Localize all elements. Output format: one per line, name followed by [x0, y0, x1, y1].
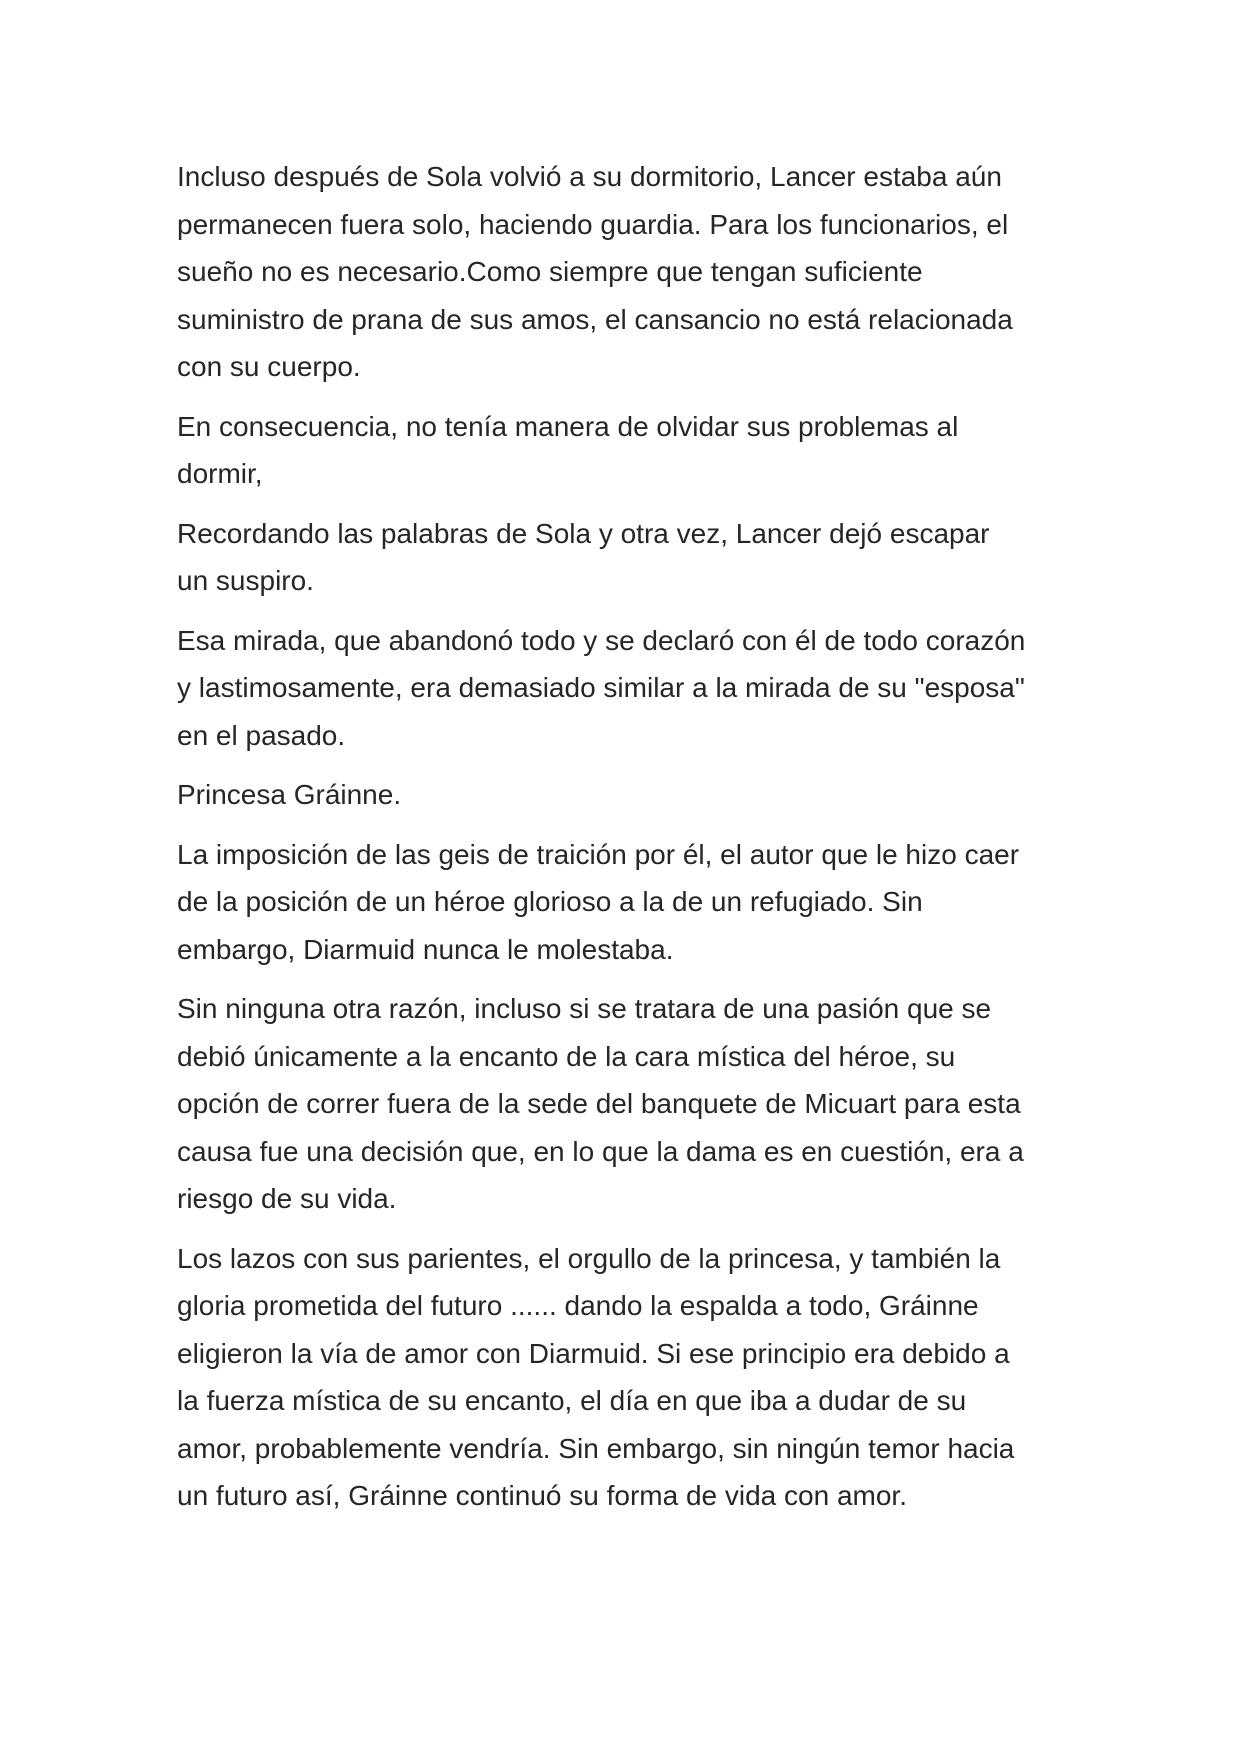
text-line: un suspiro. [177, 565, 314, 596]
text-line: gloria prometida del futuro ...... dando la espalda a todo, Gráinne [177, 1290, 979, 1321]
text-line: suministro de prana de sus amos, el cansancio no está relacionada [177, 303, 1013, 335]
text-line: causa fue una decisión que, en lo que la dama es en cuestión, era a [177, 1135, 1024, 1167]
text-line: debió únicamente a la encanto de la cara mística del héroe, su [177, 1040, 956, 1072]
text-line: opción de correr fuera de la sede del banquete de Micuart para esta [177, 1088, 1021, 1119]
paragraph [177, 771, 1077, 819]
text-line: La imposición de las geis de traición por él, el autor que le hizo caer [177, 838, 1020, 870]
text-line: amor, probablemente vendría. Sin embargo, sin ningún temor hacia [177, 1432, 1015, 1464]
body-text [177, 153, 1077, 1532]
paragraph [177, 985, 1077, 1223]
text-line: Recordando las palabras de Sola y otra vez, Lancer dejó escapar [177, 517, 990, 549]
text-line: Sin ninguna otra razón, incluso si se tratara de una pasión que se [177, 993, 992, 1024]
paragraph [177, 403, 1077, 498]
paragraph [177, 510, 1077, 605]
text-line: permanecen fuera solo, haciendo guardia. Para los funcionarios, el [177, 208, 1009, 240]
text-line: y lastimosamente, era demasiado similar a la mirada de su "esposa" [177, 672, 1025, 703]
text-line: la fuerza mística de su encanto, el día en que iba a dudar de su [177, 1385, 967, 1416]
paragraph [177, 1235, 1077, 1520]
text-line: riesgo de su vida. [177, 1183, 397, 1214]
text-line: de la posición de un héroe glorioso a la de un refugiado. Sin [177, 886, 923, 917]
text-line: un futuro así, Gráinne continuó su forma de vida con amor. [177, 1480, 907, 1511]
paragraph [177, 831, 1077, 974]
text-line: eligieron la vía de amor con Diarmuid. Si ese principio era debido a [177, 1337, 1010, 1369]
text-line: Los lazos con sus parientes, el orgullo de la princesa, y también la [177, 1242, 1001, 1274]
text-line: en el pasado. [177, 719, 346, 751]
text-line: Incluso después de Sola volvió a su dormitorio, Lancer estaba aún [177, 161, 1002, 192]
text-line: Princesa Gráinne. [177, 779, 402, 810]
paragraph [177, 153, 1077, 391]
text-line: dormir, [177, 458, 263, 489]
text-line: En consecuencia, no tenía manera de olvidar sus problemas al [177, 410, 959, 442]
paragraph [177, 617, 1077, 760]
text-line: sueño no es necesario.Como siempre que tengan suficiente [177, 256, 923, 287]
text-line: con su cuerpo. [177, 351, 361, 382]
text-line: Esa mirada, que abandonó todo y se declaró con él de todo corazón [177, 624, 1026, 656]
text-line: embargo, Diarmuid nunca le molestaba. [177, 933, 674, 965]
